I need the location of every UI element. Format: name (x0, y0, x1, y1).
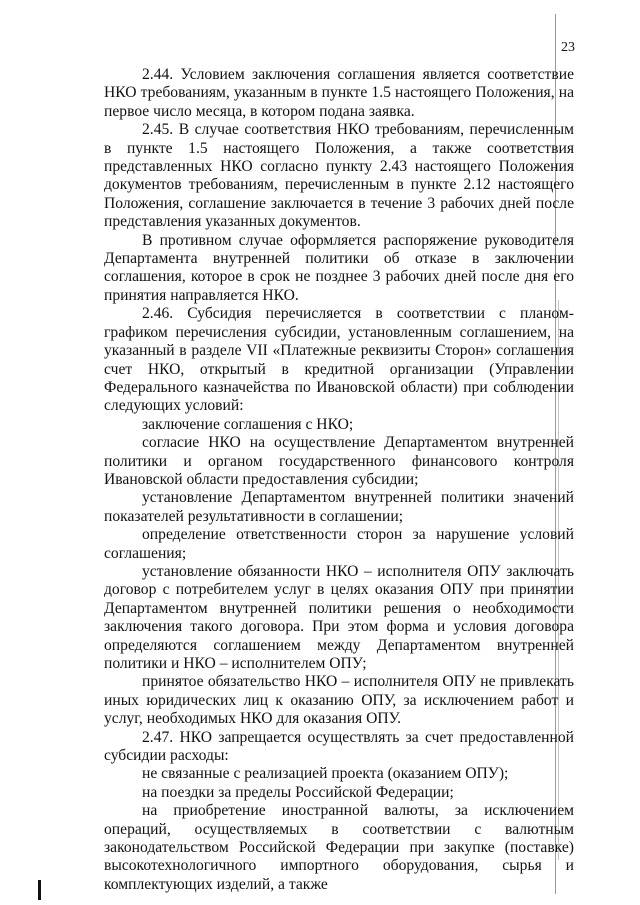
condition-item: принятое обязательство НКО – исполнителя ОПУ не привлекать иных юридических лиц к оказанию ОПУ, за исключением работ и услуг, необходимых НКО для оказания ОПУ. (104, 673, 574, 728)
paragraph-refusal: В противном случае оформляется распоряжение руководителя Департамента внутренней политики об отказе в заключении соглашения, которое в срок не позднее 3 рабочих дней после дня его принятия направляется НКО. (104, 231, 574, 304)
paragraph-2-47: 2.47. НКО запрещается осуществлять за счет предоставленной субсидии расходы: (104, 728, 574, 765)
paragraph-2-44: 2.44. Условием заключения соглашения является соответствие НКО требованиям, указанным в пункте 1.5 настоящего Положения, на первое число месяца, в котором подана заявка. (104, 66, 574, 120)
expense-item: не связанные с реализацией проекта (оказанием ОПУ); (142, 765, 509, 783)
expense-item: на приобретение иностранной валюты, за исключением операций, осуществляемых в соответствии с валютным законодательством Российской Федерации при закупке (поставке) высокотехнологичного импортного оборудования, сырья и комплектующих изделий, а также (104, 802, 574, 893)
margin-mark (38, 880, 41, 900)
condition-item: заключение соглашения с НКО; (142, 415, 354, 433)
paragraph-2-45: 2.45. В случае соответствия НКО требованиям, перечисленным в пункте 1.5 настоящего Положения, а также соответствия представленных НКО согласно пункту 2.43 настоящего Положения документов требованиям, перечисленным в пункте 2.12 настоящего Положения, соглашение заключается в течение 3 рабочих дней после представления указанных документов. (104, 121, 574, 231)
document-body (104, 66, 574, 894)
condition-item: установление обязанности НКО – исполнителя ОПУ заключать договор с потребителем услуг в целях оказания ОПУ при принятии Департаментом внутренней политики решения о необходимости заключения такого договора. При этом форма и условия договора определяются соглашением между Департаментом внутренней политики и НКО – исполнителем ОПУ; (104, 562, 574, 672)
condition-item: согласие НКО на осуществление Департаментом внутренней политики и органом государственного финансового контроля Ивановской области предоставления субсидии; (104, 434, 574, 488)
page-number: 23 (561, 40, 575, 55)
expense-item: на поездки за пределы Российской Федерации; (142, 783, 454, 801)
condition-item: определение ответственности сторон за нарушение условий соглашения; (104, 526, 574, 562)
condition-item: установление Департаментом внутренней политики значений показателей результативности в соглашении; (104, 489, 574, 525)
paragraph-2-46: 2.46. Субсидия перечисляется в соответствии с планом-графиком перечисления субсидии, установленным соглашением, на указанный в разделе VII «Платежные реквизиты Сторон» соглашения счет НКО, открытый в кредитной организации (Управлении Федерального казначейства по Ивановской области) при соблюдении следующих условий: (104, 305, 574, 415)
